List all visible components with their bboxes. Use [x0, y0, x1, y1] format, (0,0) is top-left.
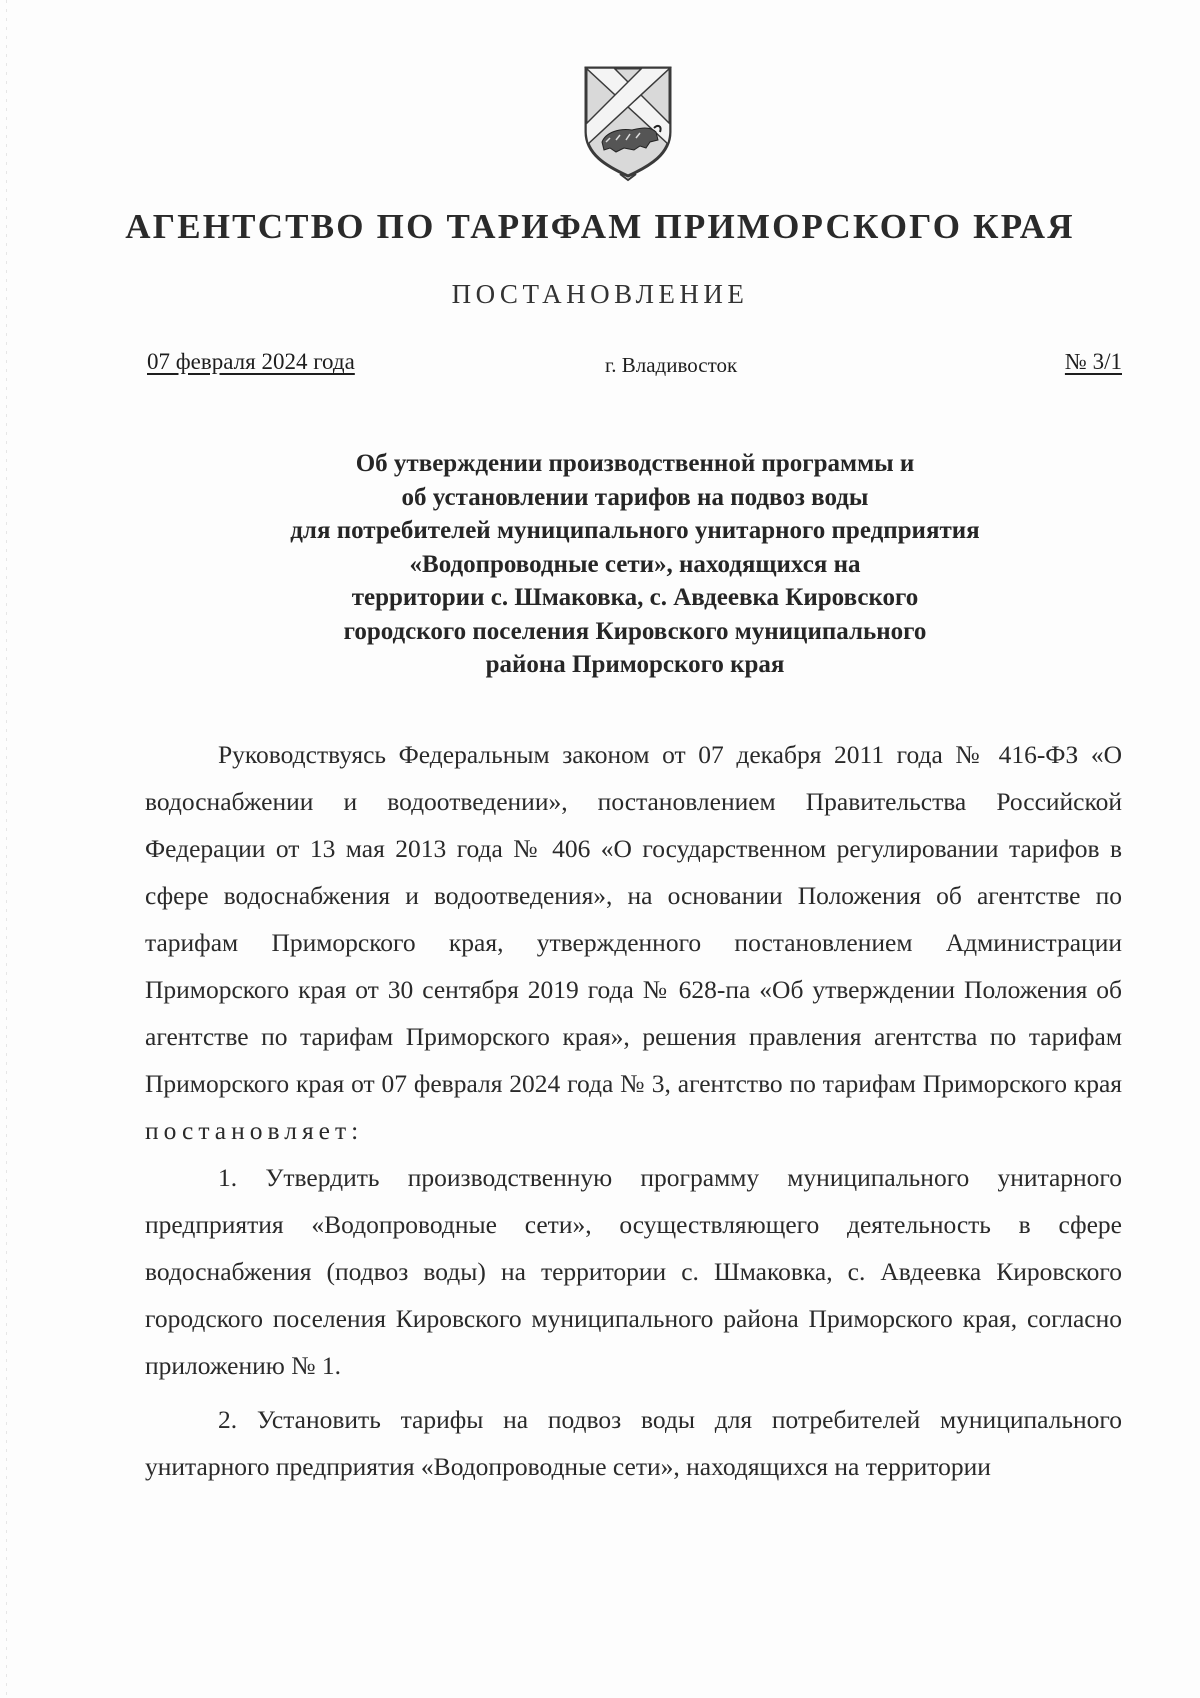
document-date: 07 февраля 2024 года — [147, 349, 355, 374]
resolution-item-1: 1. Утвердить производственную программу муниципального унитарного предприятия «Водопроводные сети», осуществляющего деятельность в сфере водоснабжения (подвоз воды) на территории с. Шмаковка, с. Авдеевка Кировского городского поселения Кировского муниципального района Приморского края, согласно приложению № 1. — [145, 1163, 1122, 1380]
resolution-item-2: 2. Установить тарифы на подвоз воды для потребителей муниципального унитарного предприятия «Водопроводные сети», находящихся на территории — [145, 1405, 1122, 1481]
document-number: № 3/1 — [1064, 349, 1122, 374]
subject-line: территории с. Шмаковка, с. Авдеевка Кировского — [351, 584, 919, 611]
scan-edge — [6, 0, 7, 1698]
subject-line: «Водопроводные сети», находящихся на — [409, 550, 861, 578]
agency-title: АГЕНТСТВО ПО ТАРИФАМ ПРИМОРСКОГО КРАЯ — [125, 207, 1075, 246]
subject-line: об установлении тарифов на подвоз воды — [401, 483, 869, 511]
resolution-keyword: постановляет: — [145, 1116, 364, 1145]
subject-line: для потребителей муниципального унитарного предприятия — [290, 517, 980, 544]
document-type: ПОСТАНОВЛЕНИЕ — [451, 279, 749, 309]
coat-of-arms-icon — [580, 62, 676, 182]
subject-line: городского поселения Кировского муниципального — [343, 617, 927, 645]
document-subject — [150, 447, 1120, 682]
document-city: г. Владивосток — [605, 353, 738, 377]
subject-line: Об утверждении производственной программы и — [355, 450, 915, 477]
subject-line: района Приморского края — [485, 651, 785, 678]
document-meta — [147, 349, 1122, 383]
preamble-text: Руководствуясь Федеральным законом от 07 декабря 2011 года № 416-ФЗ «О водоснабжении и водоотведении», постановлением Правительства Российской Федерации от 13 мая 2013 года № 406 «О государственном регулировании тарифов в сфере водоснабжения и водоотведения», на основании Положения об агентстве по тарифам Приморского края, утвержденного постановлением Администрации Приморского края от 30 сентября 2019 года № 628-па «Об утверждении Положения об агентстве по тарифам Приморского края», решения правления агентства по тарифам Приморского края от 07 февраля 2024 года № 3, агентство по тарифам Приморского края — [145, 740, 1122, 1098]
document-body — [145, 731, 1122, 1490]
preamble-paragraph — [145, 731, 1122, 1154]
